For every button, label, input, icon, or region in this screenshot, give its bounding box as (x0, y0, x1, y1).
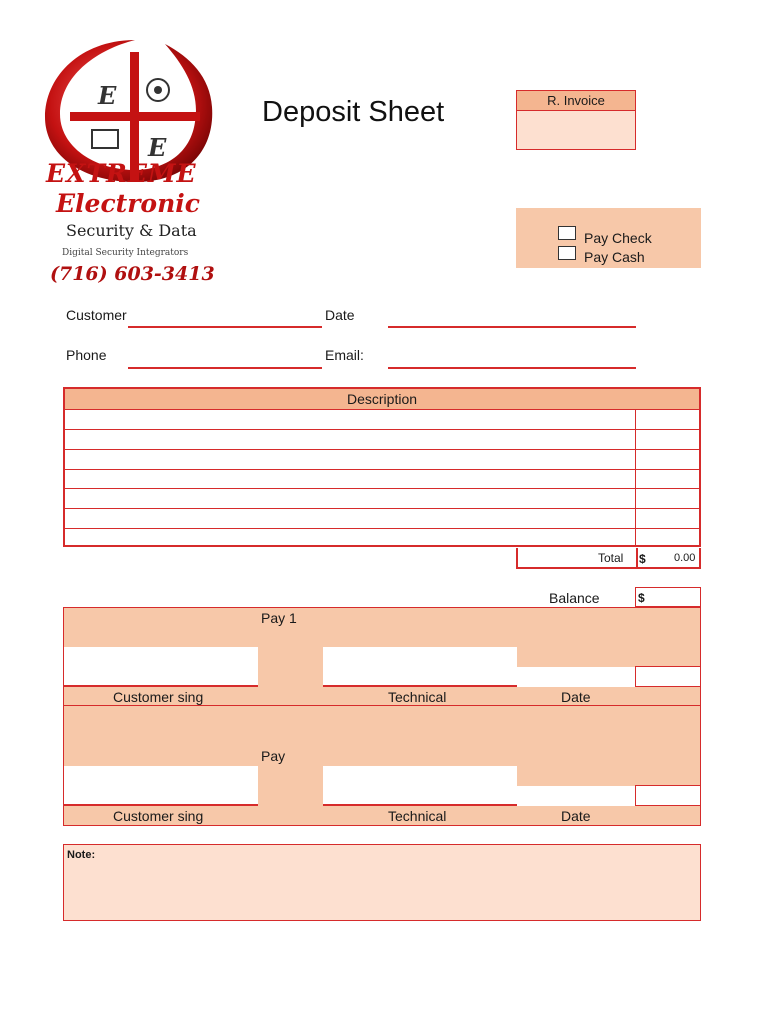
description-header: Description (65, 389, 699, 410)
customer-field[interactable] (128, 326, 322, 328)
invoice-field[interactable] (517, 111, 635, 149)
customer-label: Customer (66, 307, 127, 323)
pay-cash-label: Pay Cash (584, 249, 645, 265)
email-field[interactable] (388, 367, 636, 369)
total-value: 0.00 (674, 552, 696, 564)
table-row[interactable] (65, 469, 699, 470)
invoice-box (516, 90, 636, 150)
balance-currency: $ (638, 591, 645, 605)
pay1-technical-label: Technical (388, 689, 447, 705)
pay1-date-field[interactable] (635, 666, 701, 687)
payment-method-box (516, 208, 701, 268)
description-table (63, 387, 701, 547)
phone-label: Phone (66, 347, 107, 363)
table-row[interactable] (65, 508, 699, 509)
total-divider (636, 548, 638, 567)
pay2-technical-label: Technical (388, 808, 447, 824)
pay1-date-label: Date (561, 689, 591, 705)
pay-cash-checkbox[interactable] (558, 246, 576, 260)
logo-phone: (716) 603-3413 (50, 263, 215, 285)
page-title: Deposit Sheet (262, 96, 445, 128)
logo-wordmark-extreme: EXTREME (46, 159, 197, 188)
balance-label: Balance (549, 590, 600, 606)
table-row[interactable] (65, 528, 699, 529)
total-currency: $ (639, 552, 646, 566)
total-label: Total (598, 551, 624, 565)
table-row[interactable] (65, 488, 699, 489)
phone-field[interactable] (128, 367, 322, 369)
pay1-customer-signature-field[interactable] (64, 647, 258, 687)
pay2-customer-signature-field[interactable] (64, 766, 258, 806)
logo-subtagline: Digital Security Integrators (62, 248, 189, 258)
pay1-customer-label: Customer sing (113, 689, 204, 705)
table-row[interactable] (65, 429, 699, 430)
pay-check-label: Pay Check (584, 230, 652, 246)
amount-column-divider (635, 410, 636, 547)
pay1-technical-signature-field[interactable] (323, 647, 517, 687)
date-field[interactable] (388, 326, 636, 328)
pay2-title: Pay (261, 748, 286, 764)
invoice-label: R. Invoice (517, 91, 635, 111)
pay-check-checkbox[interactable] (558, 226, 576, 240)
date-label: Date (325, 307, 355, 323)
logo-wordmark-electronic: Electronic (56, 189, 200, 218)
pay2-date-label: Date (561, 808, 591, 824)
email-label: Email: (325, 347, 364, 363)
pay1-title: Pay 1 (261, 610, 297, 626)
company-logo (40, 32, 230, 287)
pay2-date-area (517, 786, 635, 806)
logo-tagline: Security & Data (66, 221, 197, 240)
table-row[interactable] (65, 449, 699, 450)
pay2-date-field[interactable] (635, 785, 701, 806)
pay2-customer-label: Customer sing (113, 808, 204, 824)
note-field[interactable] (63, 844, 701, 921)
pay1-date-area (517, 667, 635, 687)
pay2-technical-signature-field[interactable] (323, 766, 517, 806)
svg-text:E: E (98, 81, 117, 110)
svg-text:E: E (148, 133, 167, 162)
note-label: Note: (67, 849, 96, 861)
